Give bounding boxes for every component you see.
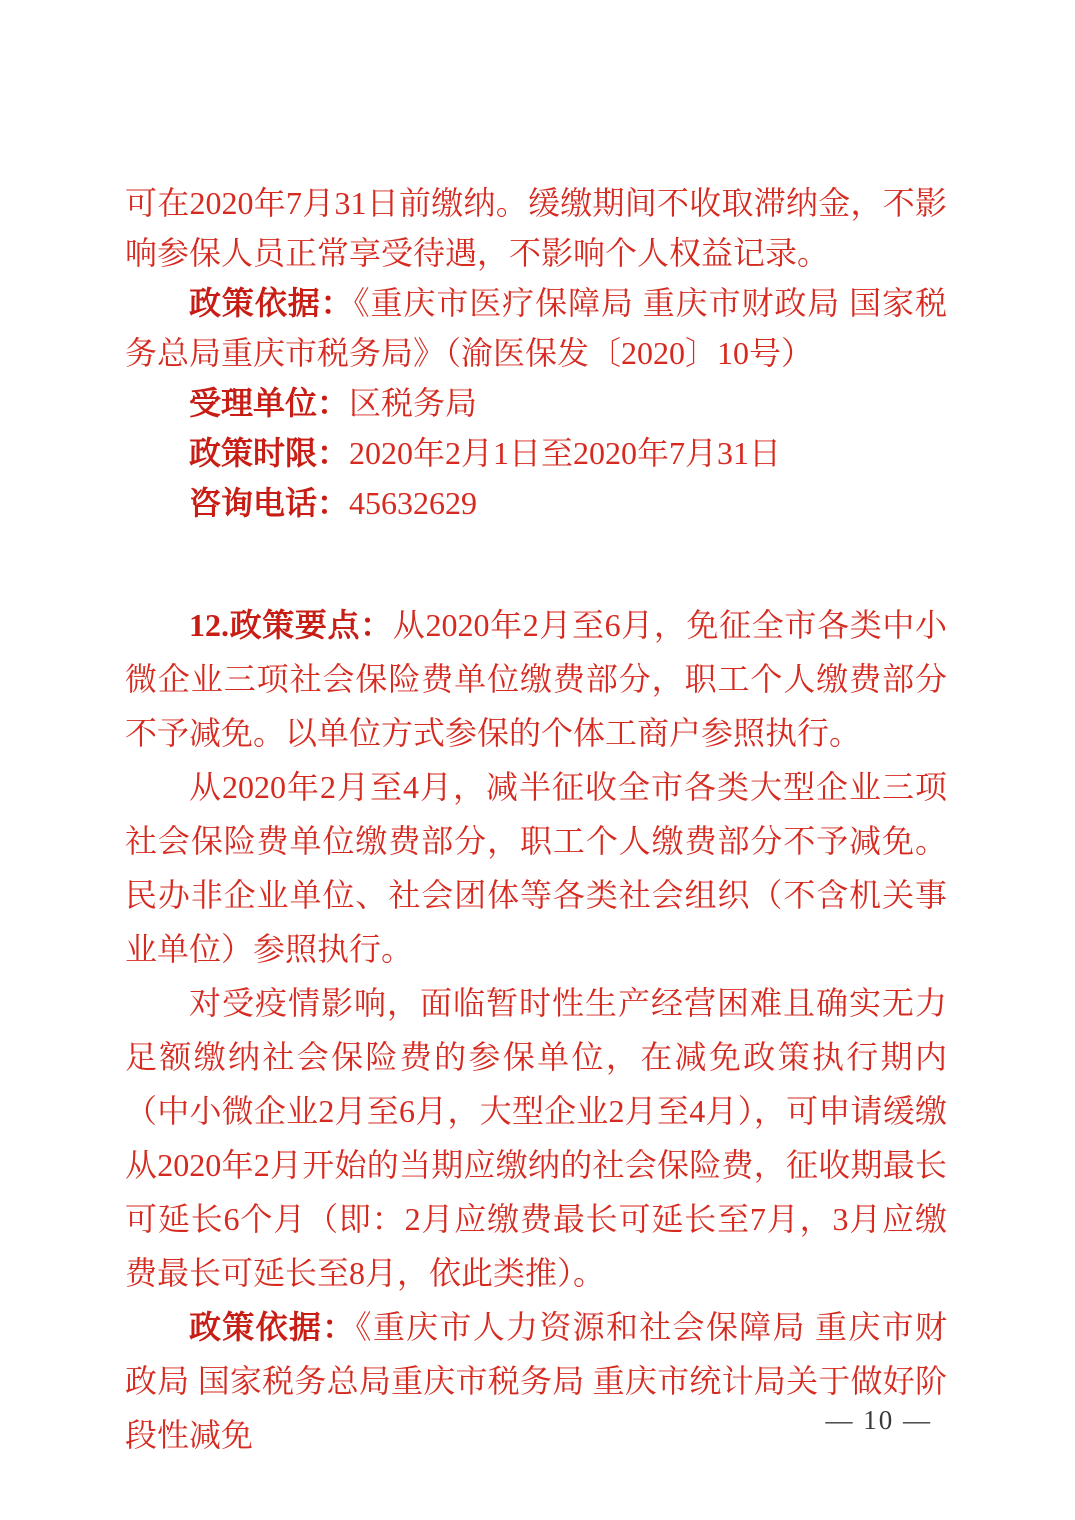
policy11-basis-paragraph xyxy=(125,278,947,378)
policy12-points-label: 12.政策要点： xyxy=(189,607,393,643)
policy12-paragraph-2: 从2020年2月至4月，减半征收全市各类大型企业三项社会保险费单位缴费部分，职工个人缴费部分不予减免。民办非企业单位、社会团体等各类社会组织（不含机关事业单位）参照执行。 xyxy=(125,769,947,967)
policy11-accept-label: 受理单位： xyxy=(189,385,350,421)
policy11-accept-paragraph xyxy=(125,378,947,428)
policy11-phone-text: 45632629 xyxy=(349,485,478,521)
policy11-period-label: 政策时限： xyxy=(189,435,350,471)
policy12-basis-text: 《重庆市人力资源和社会保障局 重庆市财政局 国家税务总局重庆市税务局 重庆市统计局关于做好阶段性减免 xyxy=(125,1309,947,1453)
policy11-period-paragraph xyxy=(125,428,947,478)
policy11-basis-label: 政策依据： xyxy=(189,285,354,321)
policy11-accept-text: 区税务局 xyxy=(349,385,478,421)
policy12-basis-label: 政策依据： xyxy=(189,1309,356,1345)
intro-paragraph: 可在2020年7月31日前缴纳。缓缴期间不收取滞纳金，不影响参保人员正常享受待遇，不影响个人权益记录。 xyxy=(125,185,947,271)
document-body xyxy=(125,178,947,1462)
policy11-period-text: 2020年2月1日至2020年7月31日 xyxy=(349,435,782,471)
policy12-paragraph-3: 对受疫情影响，面临暂时性生产经营困难且确实无力足额缴纳社会保险费的参保单位，在减免政策执行期内（中小微企业2月至6月，大型企业2月至4月），可申请缓缴从2020年2月开始的当期应缴纳的社会保险费，征收期最长可延长6个月（即：2月应缴费最长可延长至7月，3月应缴费最长可延长至8月，依此类推）。 xyxy=(125,985,947,1291)
policy11-basis-text: 《重庆市医疗保障局 重庆市财政局 国家税务总局重庆市税务局》（渝医保发〔2020〕10号） xyxy=(125,285,947,371)
page-number: — 10 — xyxy=(825,1405,932,1435)
policy12-points-paragraph xyxy=(125,598,947,760)
policy12-basis-paragraph xyxy=(125,1300,947,1462)
policy11-phone-paragraph xyxy=(125,478,947,528)
policy12-points-text: 从2020年2月至6月，免征全市各类中小微企业三项社会保险费单位缴费部分，职工个人缴费部分不予减免。以单位方式参保的个体工商户参照执行。 xyxy=(125,607,947,751)
policy11-phone-label: 咨询电话： xyxy=(189,485,350,521)
section-break xyxy=(125,528,947,598)
